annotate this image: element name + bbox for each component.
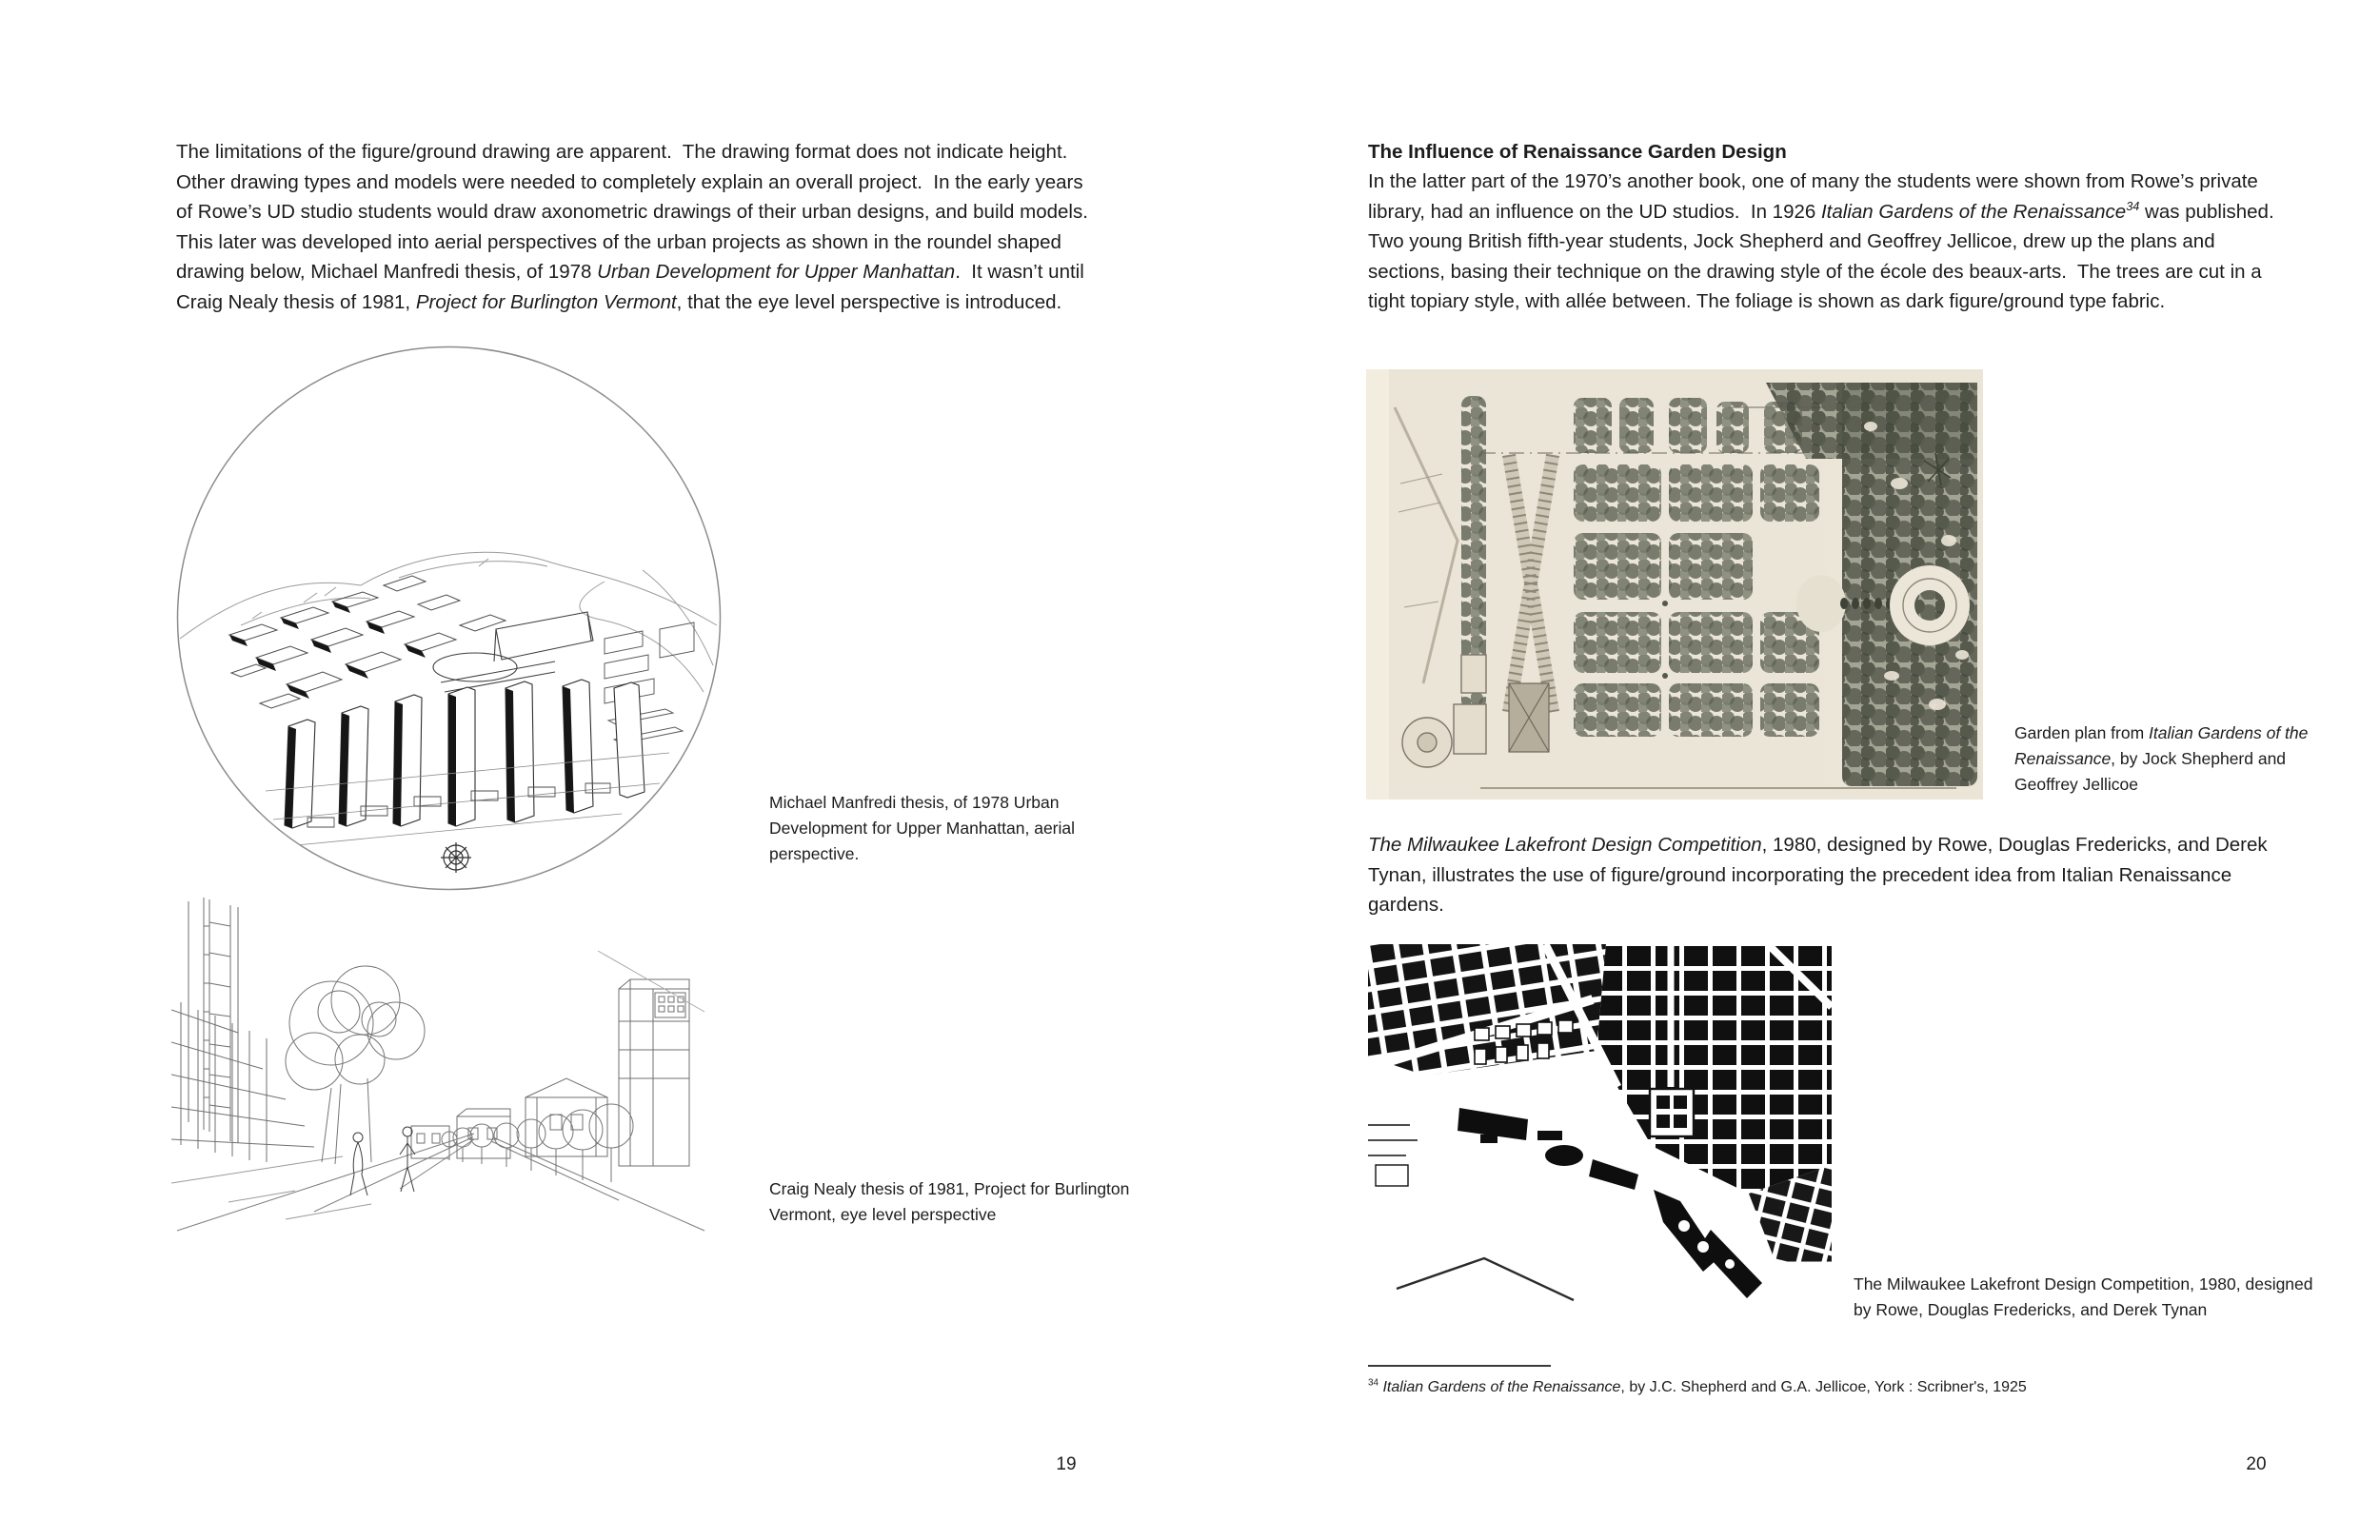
section-heading: The Influence of Renaissance Garden Design <box>1368 141 1787 163</box>
street-perspective-drawing <box>171 898 719 1233</box>
garden-plan-image <box>1366 369 1983 800</box>
page-number-20: 20 <box>2246 1454 2267 1474</box>
milwaukee-figure-ground-figure <box>1368 944 1832 1324</box>
intro-paragraph: The limitations of the figure/ground drawing are apparent. The drawing format does not indicate height. Other drawing types and models were needed to completely explain an overall project. In the early years of Rowe’s UD studio students would draw axonometric drawings of their urban designs, and build models. This later was developed into aerial perspectives of the urban projects as shown in the roundel shaped drawing below, Michael Manfredi thesis, of 1978 Urban Development for Upper Manhattan. It wasn’t until Craig Nealy thesis of 1981, Project for Burlington Vermont, that the eye level perspective is introduced. <box>176 141 1099 313</box>
footnote: $^{34}$ Italian Gardens of the Renaissance, by J.C. Shepherd and G.A. Jellicoe, York : Scribner's, 1925 <box>1368 1377 2027 1395</box>
nealy-caption: Craig Nealy thesis of 1981, Project for Burlington Vermont, eye level perspective <box>769 1179 1135 1224</box>
footnote-separator <box>1368 1365 1551 1367</box>
nealy-street-figure <box>171 898 719 1233</box>
aerial-roundel-drawing <box>174 344 724 893</box>
milwaukee-caption: The Milwaukee Lakefront Design Competition, 1980, designed by Rowe, Douglas Fredericks, and Derek Tynan <box>1854 1274 2318 1319</box>
manfredi-caption: Michael Manfredi thesis, of 1978 Urban Development for Upper Manhattan, aerial perspective. <box>769 793 1080 863</box>
page-20 <box>1190 0 2380 1540</box>
milwaukee-paragraph: The Milwaukee Lakefront Design Competition, 1980, designed by Rowe, Douglas Fredericks, and Derek Tynan, illustrates the use of figure/ground incorporating the precedent idea from Italian Renaissance gardens. <box>1368 834 2272 917</box>
garden-plan-figure <box>1366 369 1983 800</box>
manfredi-roundel-figure <box>174 344 724 893</box>
garden-caption: Garden plan from Italian Gardens of the Renaissance, by Jock Shepherd and Geoffrey Jellicoe <box>2014 723 2313 794</box>
page-number-19: 19 <box>1056 1454 1077 1474</box>
milwaukee-figure-ground-image <box>1368 944 1832 1324</box>
renaissance-paragraph: In the latter part of the 1970’s another book, one of many the students were shown from Rowe’s private library, had an influence on the UD studios. In 1926 Italian Gardens of the Renaissance$^{34}$ was published. Two young British fifth-year students, Jock Shepherd and Geoffrey Jellicoe, drew up the plans and sections, basing their technique on the drawing style of the école des beaux-arts. The trees are cut in a tight topiary style, with allée between. The foliage is shown as dark figure/ground type fabric. <box>1368 170 2285 313</box>
